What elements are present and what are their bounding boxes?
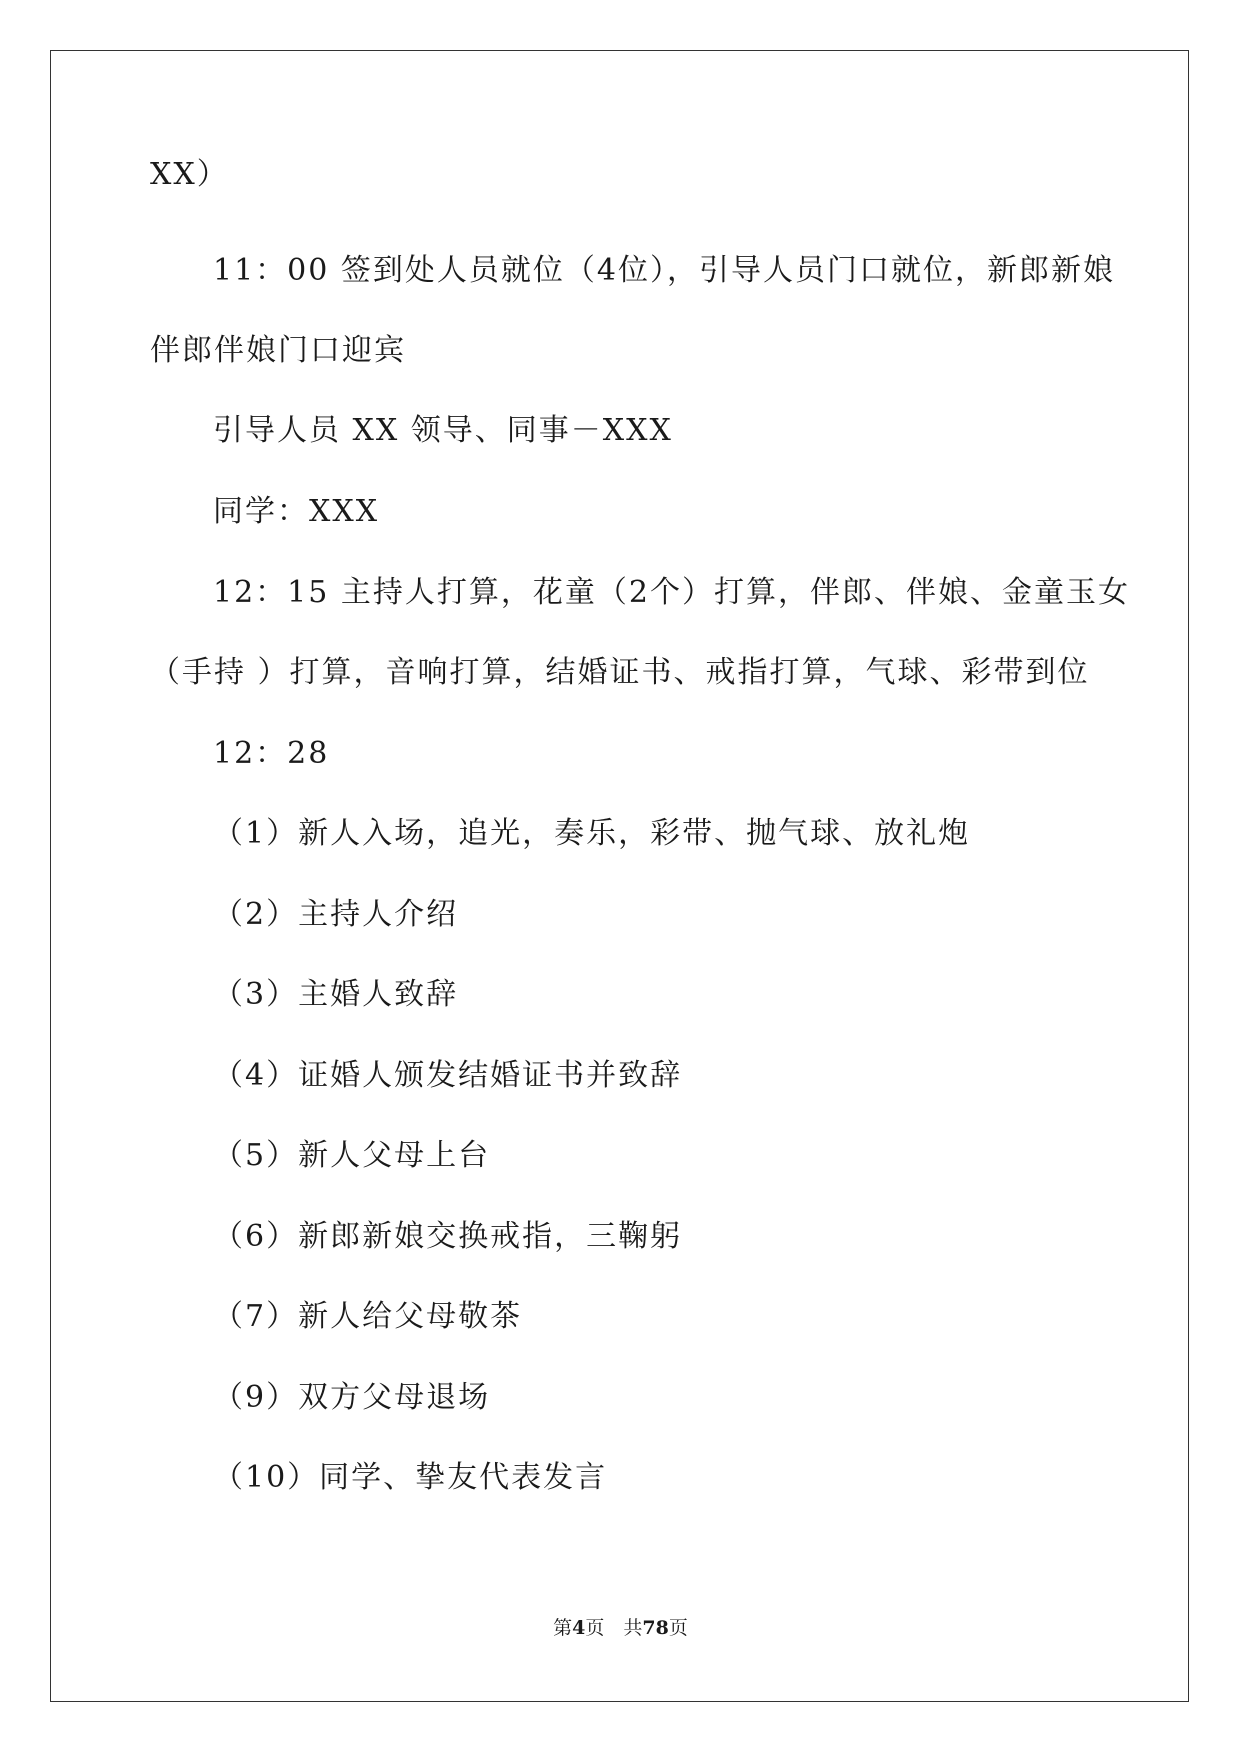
list-item-2: （2）主持人介绍 <box>213 897 459 932</box>
text-line-4: 引导人员 XX 领导、同事－XXX <box>213 413 673 448</box>
list-item-4: （4）证婚人颁发结婚证书并致辞 <box>213 1058 683 1093</box>
text-line-7: （手持 ）打算，音响打算，结婚证书、戒指打算，气球、彩带到位 <box>150 655 1090 690</box>
list-item-9: （9）双方父母退场 <box>213 1380 491 1415</box>
list-item-10: （10）同学、挚友代表发言 <box>213 1460 608 1495</box>
footer-suffix: 页 <box>668 1617 688 1639</box>
list-item-1: （1）新人入场，追光，奏乐，彩带、抛气球、放礼炮 <box>213 816 971 851</box>
list-item-5: （5）新人父母上台 <box>213 1138 491 1173</box>
text-line-8: 12：28 <box>213 736 330 771</box>
page-border <box>50 50 1189 1702</box>
list-item-3: （3）主婚人致辞 <box>213 977 459 1012</box>
footer-mid: 页 共 <box>585 1617 643 1639</box>
text-line-2: 11：00 签到处人员就位（4位），引导人员门口就位，新郎新娘 <box>213 253 1115 288</box>
text-line-5: 同学：XXX <box>213 494 380 529</box>
text-line-3: 伴郎伴娘门口迎宾 <box>150 333 406 368</box>
list-item-6: （6）新郎新娘交换戒指，三鞠躬 <box>213 1219 683 1254</box>
footer-total-pages: 78 <box>642 1617 669 1639</box>
text-line-6: 12：15 主持人打算，花童（2个）打算，伴郎、伴娘、金童玉女 <box>213 575 1130 610</box>
footer-prefix: 第 <box>553 1617 573 1639</box>
page-footer <box>0 1616 1241 1640</box>
footer-page-number: 4 <box>572 1617 586 1639</box>
text-line-1: XX） <box>150 157 229 192</box>
list-item-7: （7）新人给父母敬茶 <box>213 1299 523 1334</box>
